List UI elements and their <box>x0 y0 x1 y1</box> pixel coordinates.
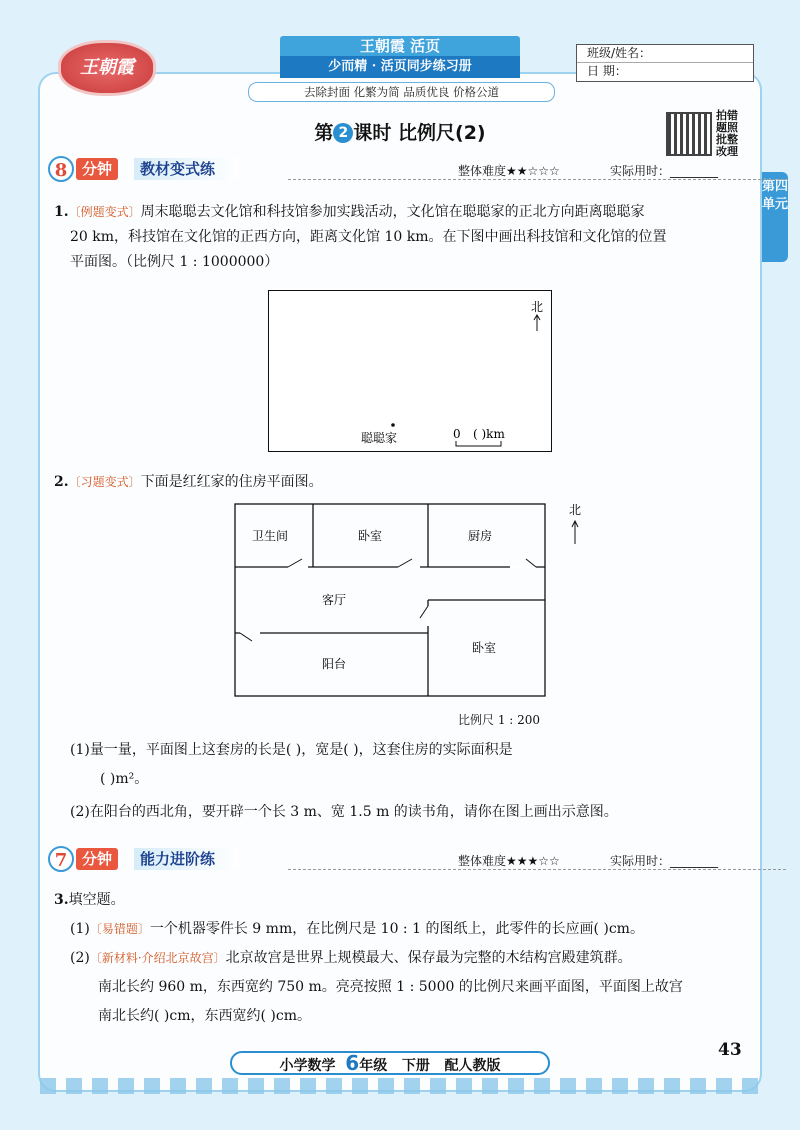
clock-icon: 7 <box>48 846 74 872</box>
sub-text-line3[interactable]: 南北长约( )cm，东西宽约( )cm。 <box>98 1008 311 1024</box>
home-point <box>391 423 395 427</box>
scale-bar <box>456 441 501 446</box>
page-number: 43 <box>718 1040 742 1060</box>
question-number: 2. <box>54 474 69 490</box>
question-text-line1: 周末聪聪去文化馆和科技馆参加实践活动，文化馆在聪聪家的正北方向距离聪聪家 <box>140 204 645 220</box>
time-used-field[interactable]: 实际用时：________ <box>610 164 719 178</box>
question-title: 填空题。 <box>68 892 125 908</box>
question-text-line3: 平面图。（比例尺 1 : 1000000） <box>70 254 279 270</box>
north-label: 北 <box>569 503 582 517</box>
sub-text-line2: 南北长约 960 m，东西宽约 750 m。亮亮按照 1 : 5000 的比例尺来画平面图，平面图上故宫 <box>98 979 683 995</box>
footer-grade: 年级 <box>359 1058 388 1074</box>
difficulty-rating: 整体难度★★★☆☆ <box>458 854 560 868</box>
sub-text: 一个机器零件长 9 mm，在比例尺是 10 : 1 的图纸上，此零件的长应画( )cm。 <box>149 921 644 937</box>
sub-prefix: (1) <box>70 921 90 937</box>
map-drawing-area[interactable] <box>268 290 552 452</box>
question-tag: 〔新材料·介绍北京故宫〕 <box>89 951 226 965</box>
home-label: 聪聪家 <box>361 431 398 445</box>
clock-icon: 8 <box>48 156 74 182</box>
floor-plan-scale: 比例尺 1 : 200 <box>458 713 541 727</box>
footer-subject: 小学数学 <box>279 1058 336 1074</box>
scale-unit-blank[interactable]: ( )km <box>473 427 505 441</box>
class-name-label: 班级/姓名： <box>577 45 753 63</box>
unit-side-tab: 第四单元 <box>762 172 788 262</box>
qr-caption: 拍错题照批整改理 <box>716 109 738 158</box>
section-title: 教材变式练 <box>134 158 239 180</box>
subquestion-1-line1[interactable]: (1)量一量，平面图上这套房的长是( )，宽是( )，这套住房的实际面积是 <box>70 742 513 758</box>
subquestion-1[interactable] <box>54 917 754 942</box>
difficulty-rating: 整体难度★★☆☆☆ <box>458 164 560 178</box>
sub-text-line1: 北京故宫是世界上规模最大、保存最为完整的木结构宫殿建筑群。 <box>225 950 632 966</box>
section-title: 能力进阶练 <box>134 848 239 870</box>
question-1 <box>54 200 754 275</box>
lesson-title <box>250 118 550 145</box>
question-tag: 〔习题变式〕 <box>68 475 141 489</box>
divider <box>288 869 786 870</box>
question-text-line2: 20 km，科技馆在文化馆的正西方向，距离文化馆 10 km。在下图中画出科技馆和文化馆的位置 <box>70 229 667 245</box>
footer-edition: 配人教版 <box>444 1058 501 1074</box>
question-number: 1. <box>54 204 69 220</box>
room-bedroom-1: 卧室 <box>358 529 383 543</box>
footer-grade-number: 6 <box>345 1051 360 1075</box>
brand-logo: 王朝霞 <box>58 40 156 96</box>
time-used-field[interactable]: 实际用时：________ <box>610 854 719 868</box>
section-header-2 <box>48 846 748 872</box>
question-2 <box>54 470 754 495</box>
scale-zero: 0 <box>453 427 461 441</box>
minutes-label: 分钟 <box>76 848 118 870</box>
room-kitchen: 厨房 <box>468 529 493 543</box>
lesson-suffix: 课时 比例尺(2) <box>353 122 486 144</box>
question-tag: 〔例题变式〕 <box>68 205 141 219</box>
lesson-number: 2 <box>333 123 353 143</box>
question-tag: 〔易错题〕 <box>89 922 150 936</box>
question-3 <box>54 888 754 1029</box>
question-2-subquestions <box>70 738 760 825</box>
question-number: 3. <box>54 892 69 908</box>
minutes-label: 分钟 <box>76 158 118 180</box>
subquestion-1-line2[interactable]: ( )m²。 <box>100 771 149 787</box>
room-bathroom: 卫生间 <box>252 529 289 543</box>
brand-title: 王朝霞 活页 <box>280 36 520 56</box>
student-info-box <box>576 44 754 82</box>
date-label: 日 期： <box>587 64 627 78</box>
room-balcony: 阳台 <box>322 657 347 671</box>
subquestion-2 <box>54 946 754 971</box>
slogan: 去除封面 化繁为简 品质优良 价格公道 <box>248 82 555 102</box>
lesson-prefix: 第 <box>314 122 334 144</box>
room-bedroom-2: 卧室 <box>472 641 497 655</box>
map-svg <box>269 291 550 450</box>
divider <box>288 179 786 180</box>
brand-subtitle: 少而精 · 活页同步练习册 <box>280 56 520 78</box>
binding-holes <box>40 1078 760 1094</box>
floor-plan <box>230 500 600 725</box>
subquestion-2: (2)在阳台的西北角，要开辟一个长 3 m、宽 1.5 m 的读书角，请你在图上画出示意图。 <box>70 804 618 820</box>
question-text: 下面是红红家的住房平面图。 <box>140 474 323 490</box>
footer-bar <box>230 1051 550 1075</box>
footer-term: 下册 <box>401 1058 430 1074</box>
sub-prefix: (2) <box>70 950 90 966</box>
qr-code-icon <box>666 112 712 156</box>
north-label: 北 <box>531 300 544 314</box>
section-header-1 <box>48 156 748 182</box>
room-living: 客厅 <box>322 593 347 607</box>
